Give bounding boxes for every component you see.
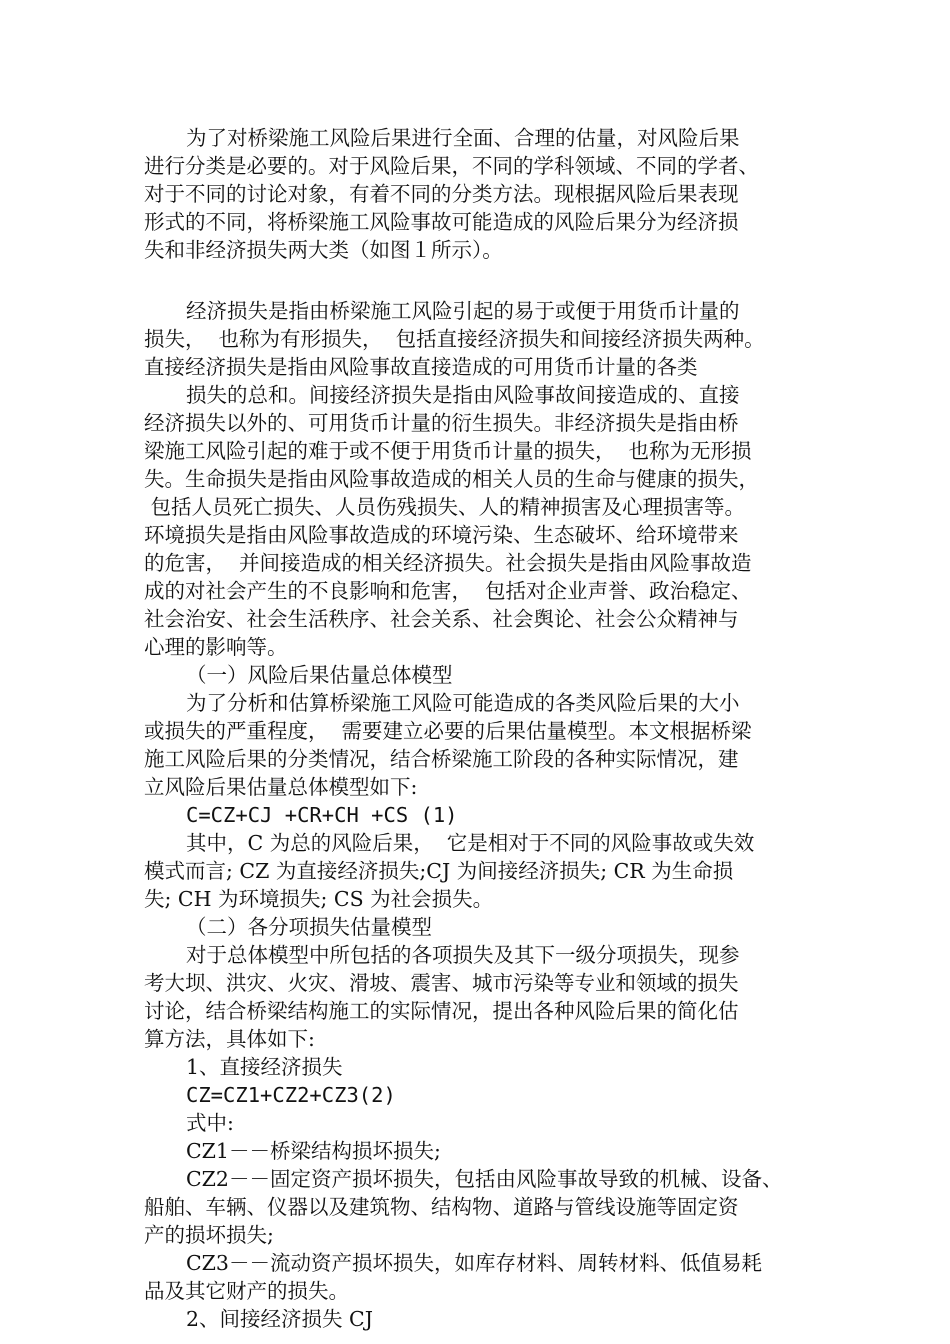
definition-line: CZ3－－流动资产损坏损失，如库存材料、周转材料、低值易耗 [186,1251,762,1275]
paragraph-line: 损失， 也称为有形损失， 包括直接经济损失和间接经济损失两种。 [144,327,765,351]
paragraph-line: 包括人员死亡损失、人员伤残损失、人的精神损害及心理损害等。 [144,495,746,519]
section-heading: （一）风险后果估量总体模型 [186,663,453,687]
paragraph-line: 失和非经济损失两大类（如图１所示）。 [144,238,503,262]
paragraph-line: 施工风险后果的分类情况，结合桥梁施工阶段的各种实际情况，建 [144,747,739,771]
paragraph-line: 品及其它财产的损失。 [144,1279,349,1303]
paragraph-line: 其中，C 为总的风险后果， 它是相对于不同的风险事故或失效 [186,831,755,855]
subsection-heading: 1、直接经济损失 [186,1055,343,1079]
paragraph-line: 损失的总和。间接经济损失是指由风险事故间接造成的、直接 [186,383,740,407]
paragraph-line: 失; CH 为环境损失; CS 为社会损失。 [144,887,494,911]
paragraph-line: 进行分类是必要的。对于风险后果，不同的学科领域、不同的学者、 [144,154,759,178]
paragraph-line: 为了分析和估算桥梁施工风险可能造成的各类风险后果的大小 [186,691,740,715]
definition-line: CZ1－－桥梁结构损坏损失; [186,1139,441,1163]
section-heading: （二）各分项损失估量模型 [186,915,432,939]
paragraph-line: 心理的影响等。 [144,635,288,659]
definition-line: CZ2－－固定资产损坏损失，包括由风险事故导致的机械、设备、 [186,1167,783,1191]
paragraph-line: 考大坝、洪灾、火灾、滑坡、震害、城市污染等专业和领域的损失 [144,971,739,995]
paragraph-line: 环境损失是指由风险事故造成的环境污染、生态破坏、给环境带来 [144,523,739,547]
paragraph-line: 形式的不同，将桥梁施工风险事故可能造成的风险后果分为经济损 [144,210,739,234]
paragraph-line: 梁施工风险引起的难于或不便于用货币计量的损失， 也称为无形损 [144,439,752,463]
paragraph-line: 式中: [186,1111,234,1135]
formula-line: CZ=CZ1+CZ2+CZ3(2) [186,1083,396,1107]
subsection-heading: 2、间接经济损失 CJ [186,1307,373,1331]
paragraph-line: 模式而言; CZ 为直接经济损失;CJ 为间接经济损失; CR 为生命损 [144,859,734,883]
paragraph-line: 产的损坏损失; [144,1223,274,1247]
paragraph-line: 讨论，结合桥梁结构施工的实际情况，提出各种风险后果的简化估 [144,999,739,1023]
paragraph-line: 或损失的严重程度， 需要建立必要的后果估量模型。本文根据桥梁 [144,719,752,743]
paragraph-line: 为了对桥梁施工风险后果进行全面、合理的估量，对风险后果 [186,126,740,150]
paragraph-line: 对于总体模型中所包括的各项损失及其下一级分项损失，现参 [186,943,740,967]
paragraph-line: 直接经济损失是指由风险事故直接造成的可用货币计量的各类 [144,355,698,379]
paragraph-line: 经济损失以外的、可用货币计量的衍生损失。非经济损失是指由桥 [144,411,739,435]
paragraph-line: 算方法，具体如下: [144,1027,315,1051]
paragraph-line: 成的对社会产生的不良影响和危害， 包括对企业声誉、政治稳定、 [144,579,752,603]
formula-line: C=CZ+CJ +CR+CH +CS (1) [186,803,458,827]
paragraph-line: 社会治安、社会生活秩序、社会关系、社会舆论、社会公众精神与 [144,607,739,631]
paragraph-line: 经济损失是指由桥梁施工风险引起的易于或便于用货币计量的 [186,299,740,323]
paragraph-line: 立风险后果估量总体模型如下: [144,775,418,799]
paragraph-line: 船舶、车辆、仪器以及建筑物、结构物、道路与管线设施等固定资 [144,1195,739,1219]
paragraph-line: 的危害， 并间接造成的相关经济损失。社会损失是指由风险事故造 [144,551,752,575]
paragraph-line: 失。生命损失是指由风险事故造成的相关人员的生命与健康的损失， [144,467,759,491]
paragraph-line: 对于不同的讨论对象，有着不同的分类方法。现根据风险后果表现 [144,182,739,206]
